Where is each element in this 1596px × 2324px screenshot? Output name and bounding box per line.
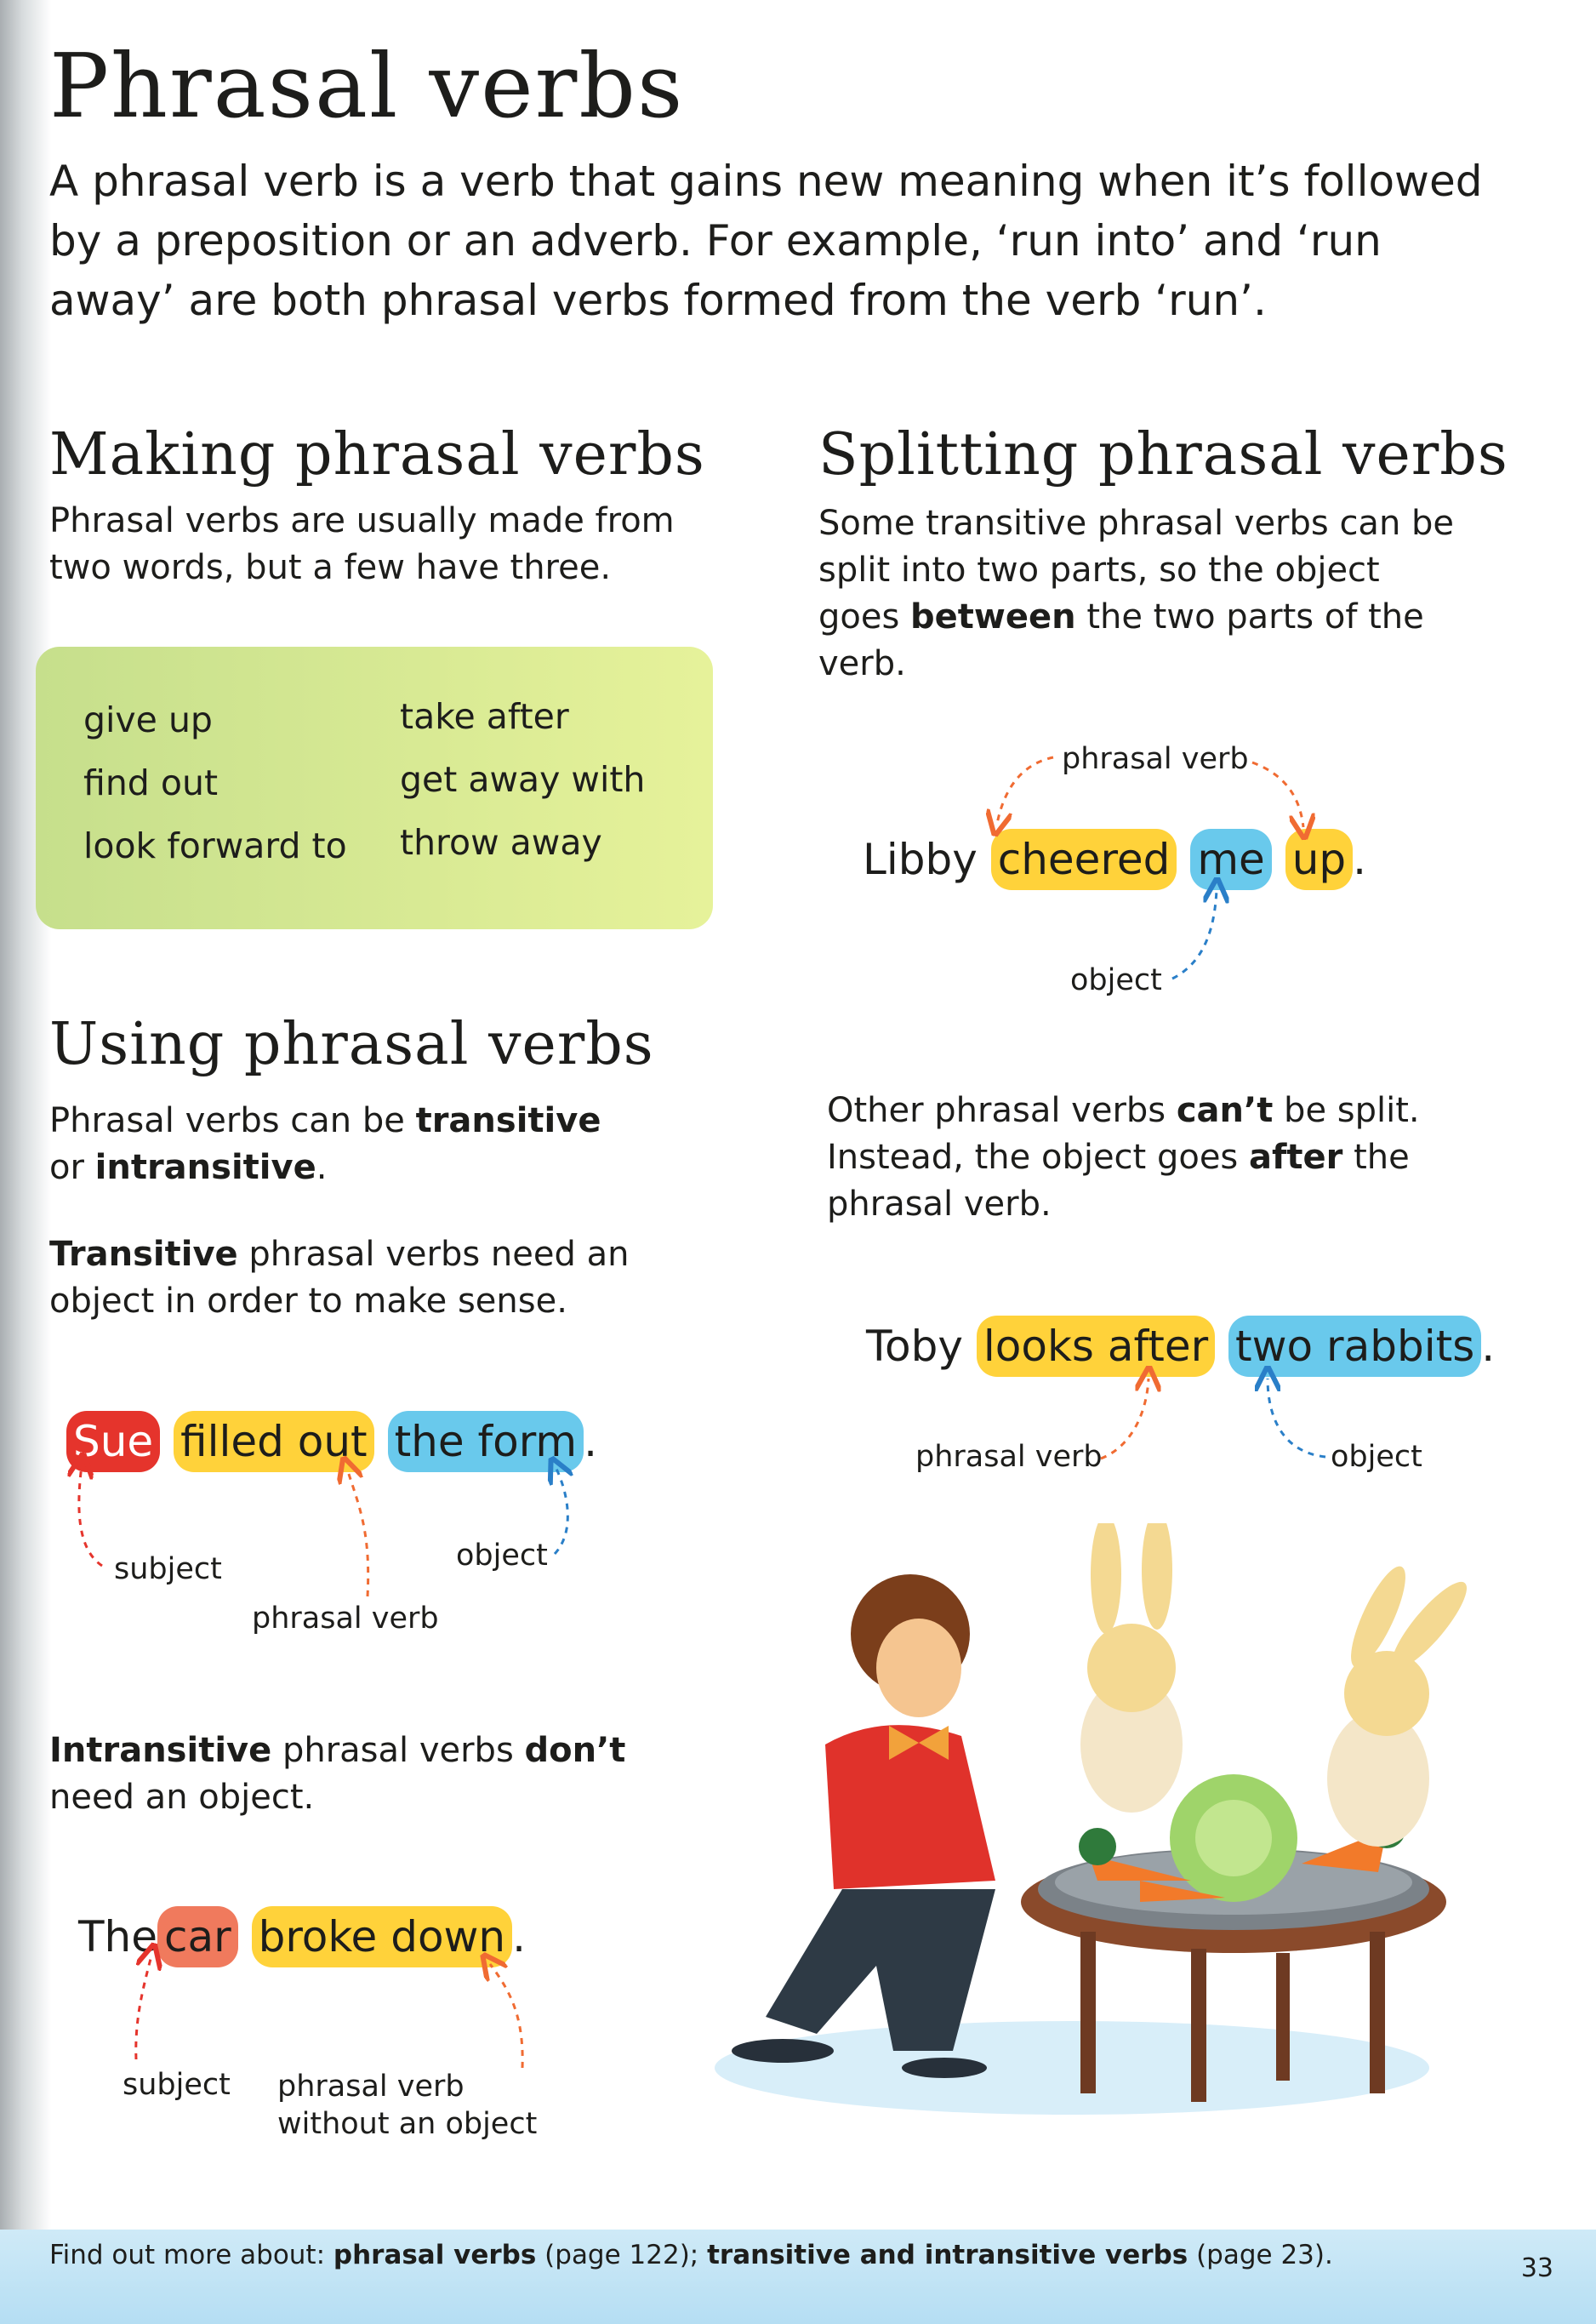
example-right-1: take after [400, 696, 569, 737]
splitting-text-part: Some transitive phrasal verbs can be split into two parts, so the object goes [818, 504, 1455, 637]
transitive-text-rest: phrasal verbs need an object in order to make sense. [49, 1235, 630, 1321]
arrow-subject [136, 1956, 151, 2059]
verb-highlight: broke down [252, 1906, 513, 1967]
label-object: object [1070, 963, 1162, 997]
splitting-heading: Splitting phrasal verbs [818, 421, 1508, 488]
example-left-2: find out [83, 762, 219, 803]
arrow-subject [79, 1465, 102, 1566]
sentence-end: . [584, 1417, 598, 1466]
page-title: Phrasal verbs [49, 34, 685, 138]
sentence-end: . [1481, 1322, 1496, 1371]
using-text-part: or [49, 1148, 95, 1187]
subject-highlight: Sue [66, 1411, 160, 1472]
intransitive-text-part: need an object. [49, 1778, 315, 1817]
using-text-part: Phrasal verbs can be [49, 1101, 416, 1140]
label-object: object [456, 1539, 548, 1573]
sentence-start: Toby [866, 1322, 963, 1371]
other-text-part: the phrasal verb. [827, 1138, 1410, 1224]
example-left-1: give up [83, 699, 213, 740]
making-heading: Making phrasal verbs [49, 421, 705, 488]
footer-link-transitive-intransitive[interactable]: transitive and intransitive verbs [707, 2240, 1188, 2270]
other-text-part: Other phrasal verbs [827, 1091, 1177, 1130]
boy-serving-rabbits-illustration [715, 1523, 1531, 2119]
arrow-object [1268, 1379, 1325, 1457]
label-object: object [1331, 1440, 1422, 1474]
other-text-part: be split. Instead, the object goes [827, 1091, 1420, 1177]
footer-page-ref: (page 122); [536, 2240, 708, 2270]
verb-highlight: cheered [991, 829, 1177, 890]
term-transitive-bold: Transitive [49, 1235, 238, 1274]
sentence-end: . [1353, 835, 1367, 884]
footer-page-ref: (page 23). [1188, 2240, 1333, 2270]
making-text: Phrasal verbs are usually made from two words, but a few have three. [49, 501, 675, 587]
sentence-start: The [78, 1912, 157, 1961]
object-highlight: the form [388, 1411, 584, 1472]
label-phrasal-verb: phrasal verb [915, 1440, 1103, 1474]
splitting-text-part: the two parts of the verb. [818, 597, 1424, 683]
term-intransitive-bold: Intransitive [49, 1731, 272, 1770]
label-phrasal-verb-no-object: phrasal verb without an object [277, 2070, 538, 2141]
arrow-phrasal-verb [1101, 1379, 1149, 1459]
intransitive-text-part: phrasal verbs [271, 1731, 525, 1770]
term-dont: don’t [524, 1731, 626, 1770]
intro-paragraph: A phrasal verb is a verb that gains new meaning when it’s followed by a preposition or an adverb. For example, ‘run into’ and ‘run away’ are both phrasal verbs formed from the verb ‘run’. [49, 157, 1483, 325]
arrow-phrasal-verb [347, 1469, 368, 1596]
page-number: 33 [1520, 2253, 1553, 2283]
example-right-2: get away with [400, 759, 646, 800]
arrow-phrasal-verb [490, 1964, 522, 2068]
footer-link-phrasal-verbs[interactable]: phrasal verbs [333, 2240, 537, 2270]
object-highlight: two rabbits [1228, 1316, 1481, 1377]
example-left-3: look forward to [83, 825, 347, 866]
label-phrasal-verb: phrasal verb [252, 1602, 439, 1636]
term-after: after [1248, 1138, 1343, 1177]
object-highlight: me [1190, 829, 1271, 890]
footer-lead: Find out more about: [49, 2240, 333, 2270]
arrow-phrasal-verb [997, 757, 1053, 824]
footer-cross-reference [49, 2240, 1333, 2270]
subject-highlight: car [157, 1906, 238, 1967]
label-subject: subject [114, 1552, 222, 1586]
example-right-3: throw away [400, 822, 602, 863]
sentence-start: Libby [863, 835, 978, 884]
label-subject: subject [123, 2068, 231, 2102]
arrow-phrasal-verb [1252, 762, 1303, 827]
label-phrasal-verb: phrasal verb [1062, 742, 1249, 776]
verb-highlight: filled out [174, 1411, 374, 1472]
using-text-part: . [316, 1148, 328, 1187]
term-between: between [910, 597, 1076, 637]
term-transitive: transitive [415, 1101, 601, 1140]
arrow-object [555, 1469, 567, 1554]
verb-highlight: looks after [977, 1316, 1215, 1377]
using-heading: Using phrasal verbs [49, 1011, 654, 1078]
term-cant: can’t [1176, 1091, 1274, 1130]
sentence-end: . [512, 1912, 527, 1961]
arrow-object [1172, 890, 1217, 979]
verb-highlight: up [1285, 829, 1353, 890]
term-intransitive: intransitive [94, 1148, 316, 1187]
